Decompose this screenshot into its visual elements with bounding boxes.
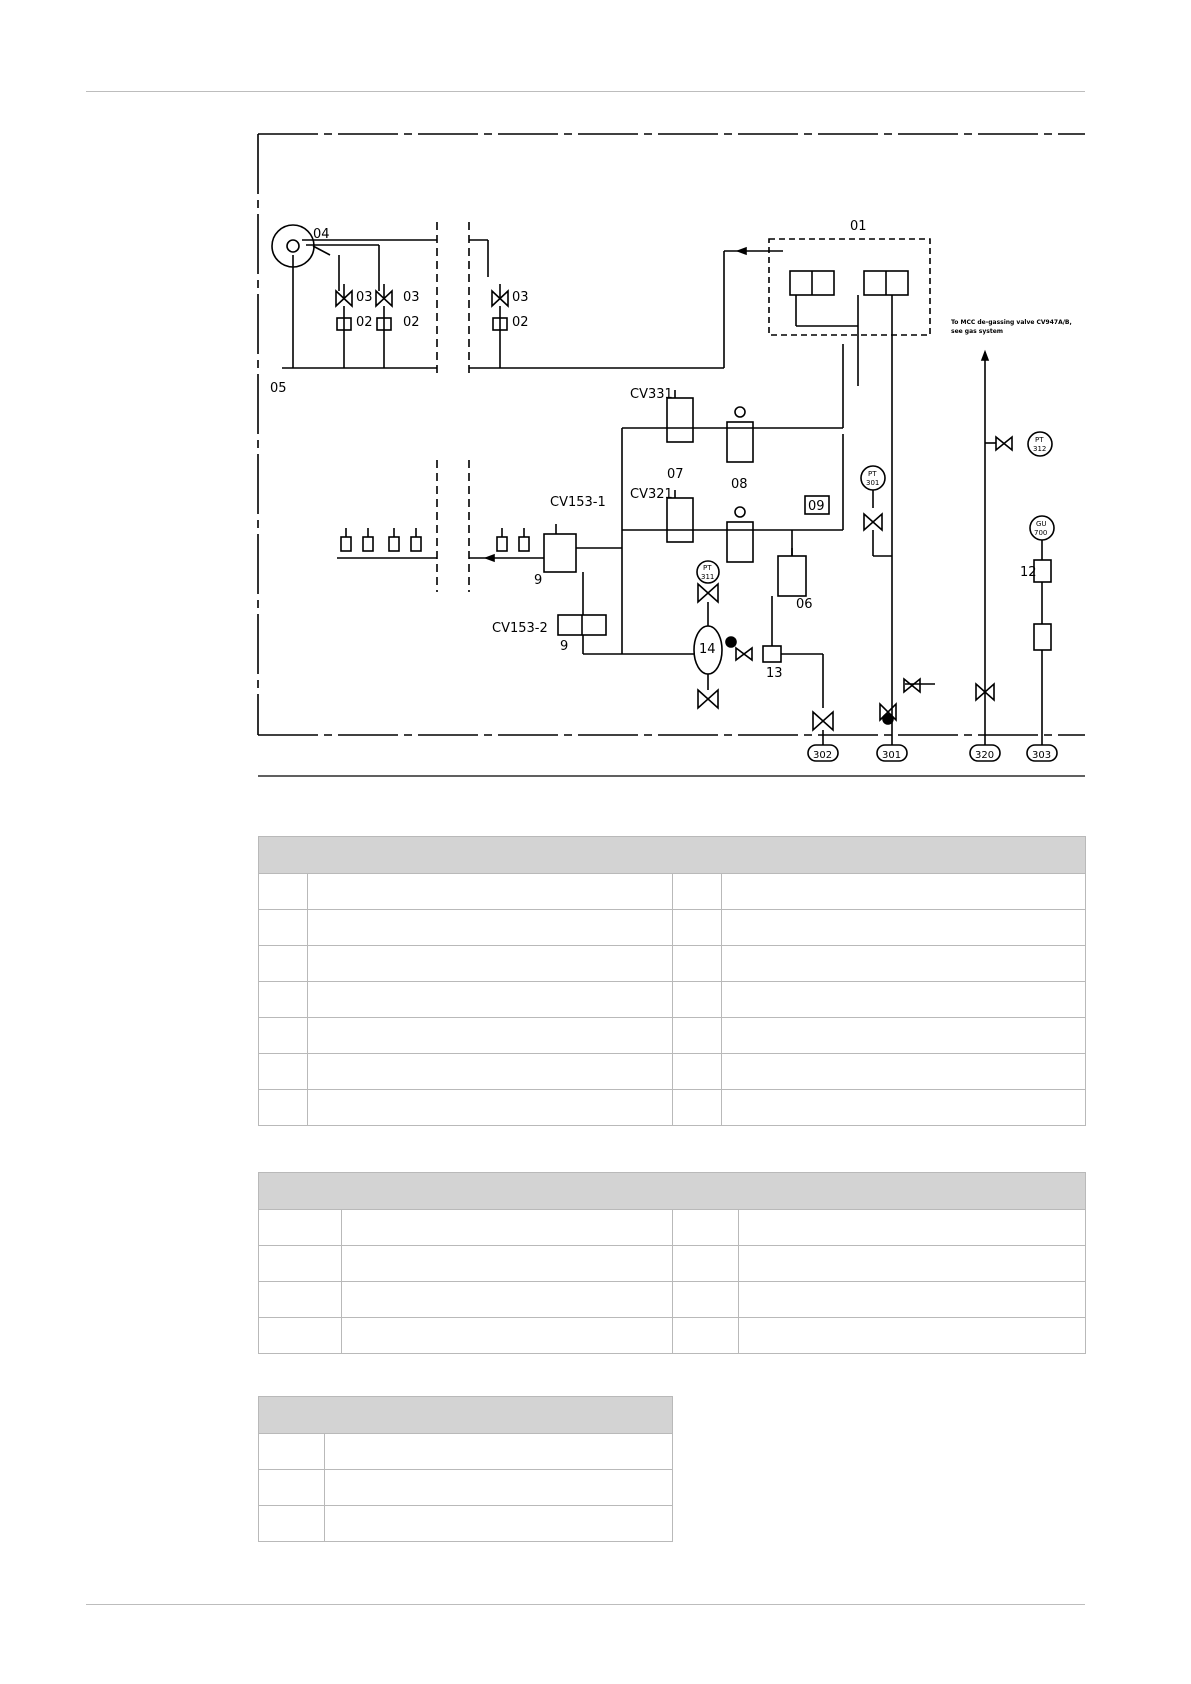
table-cell bbox=[673, 1318, 739, 1354]
table-row bbox=[259, 946, 1086, 982]
sensors-row bbox=[341, 528, 529, 551]
table-row bbox=[259, 1434, 673, 1470]
table-cell bbox=[308, 1018, 673, 1054]
table-cell bbox=[673, 1282, 739, 1318]
table-header bbox=[259, 1173, 1086, 1210]
table-cell bbox=[673, 1246, 739, 1282]
table-row bbox=[259, 910, 1086, 946]
connection-303: 303 bbox=[1032, 750, 1052, 761]
label-06: 06 bbox=[796, 597, 813, 612]
table-cell bbox=[673, 946, 722, 982]
table-cell bbox=[308, 1054, 673, 1090]
table-cell bbox=[259, 1018, 308, 1054]
table-cell bbox=[259, 1282, 342, 1318]
label-13: 13 bbox=[766, 666, 783, 681]
label-9a: 9 bbox=[534, 573, 543, 588]
table-cell bbox=[259, 1318, 342, 1354]
table-cell bbox=[673, 874, 722, 910]
connection-320: 320 bbox=[975, 750, 995, 761]
connection-301: 301 bbox=[882, 750, 902, 761]
label-04: 04 bbox=[313, 227, 330, 242]
table-cell bbox=[259, 1506, 325, 1542]
table-row bbox=[259, 1282, 1086, 1318]
label-02b: 02 bbox=[403, 315, 420, 330]
table-row bbox=[259, 874, 1086, 910]
table-cell bbox=[722, 874, 1086, 910]
connection-points bbox=[808, 745, 1057, 761]
table-header bbox=[259, 837, 1086, 874]
break-lines bbox=[437, 222, 469, 592]
label-pt301-b: 301 bbox=[866, 479, 880, 487]
gas-line-320 bbox=[976, 352, 1052, 745]
table-cell bbox=[342, 1210, 673, 1246]
table-cell bbox=[259, 1090, 308, 1126]
label-gu700-a: GU bbox=[1036, 520, 1047, 528]
table-cell bbox=[673, 1018, 722, 1054]
table-cell bbox=[673, 1054, 722, 1090]
table-cell bbox=[308, 982, 673, 1018]
table-cell bbox=[259, 946, 308, 982]
label-03c: 03 bbox=[512, 290, 529, 305]
table-cell bbox=[673, 982, 722, 1018]
table-cell bbox=[259, 1246, 342, 1282]
label-14: 14 bbox=[699, 642, 716, 657]
table-cell bbox=[722, 946, 1086, 982]
table-cell bbox=[342, 1318, 673, 1354]
label-03b: 03 bbox=[403, 290, 420, 305]
table-cell bbox=[259, 1470, 325, 1506]
label-cv153-2: CV153-2 bbox=[492, 621, 548, 636]
table-cell bbox=[739, 1246, 1086, 1282]
pneumatic-schematic-diagram bbox=[0, 0, 1191, 790]
table-cell bbox=[673, 910, 722, 946]
table-cell bbox=[325, 1506, 673, 1542]
label-pt311-a: PT bbox=[703, 564, 712, 572]
diagram-frame bbox=[258, 134, 1085, 776]
table-row bbox=[259, 1210, 1086, 1246]
label-03a: 03 bbox=[356, 290, 373, 305]
table-cell bbox=[325, 1434, 673, 1470]
table-row bbox=[259, 1246, 1086, 1282]
table-row bbox=[259, 1318, 1086, 1354]
table-row bbox=[259, 1506, 673, 1542]
table-row bbox=[259, 1090, 1086, 1126]
label-cv331: CV331 bbox=[630, 387, 673, 402]
label-pt311-b: 311 bbox=[701, 573, 715, 581]
table-cell bbox=[308, 946, 673, 982]
table-cell bbox=[722, 1090, 1086, 1126]
label-pt312-a: PT bbox=[1035, 436, 1044, 444]
gas-note-line-2: see gas system bbox=[951, 328, 1004, 335]
table-header bbox=[259, 1397, 673, 1434]
table-cell bbox=[673, 1090, 722, 1126]
table-cell bbox=[722, 1018, 1086, 1054]
label-pt301-a: PT bbox=[868, 470, 877, 478]
table-cell bbox=[739, 1282, 1086, 1318]
pressure-transmitters bbox=[861, 466, 935, 724]
table-cell bbox=[259, 910, 308, 946]
line-303 bbox=[1030, 516, 1054, 745]
table-cell bbox=[739, 1210, 1086, 1246]
table-cell bbox=[308, 874, 673, 910]
label-08: 08 bbox=[731, 477, 748, 492]
label-02c: 02 bbox=[512, 315, 529, 330]
table-cell bbox=[342, 1282, 673, 1318]
table-cell bbox=[308, 1090, 673, 1126]
label-pt312-b: 312 bbox=[1033, 445, 1047, 453]
label-09: 09 bbox=[808, 499, 825, 514]
table-row bbox=[259, 1054, 1086, 1090]
table-cell bbox=[342, 1246, 673, 1282]
legend-table-1 bbox=[258, 836, 1086, 1126]
label-07: 07 bbox=[667, 467, 684, 482]
gas-note-line-1: To MCC de-gassing valve CV947A/B, bbox=[951, 319, 1072, 326]
label-cv321: CV321 bbox=[630, 487, 673, 502]
table-row bbox=[259, 982, 1086, 1018]
table-cell bbox=[722, 1054, 1086, 1090]
label-gu700-b: 700 bbox=[1034, 529, 1048, 537]
table-cell bbox=[259, 1210, 342, 1246]
table-cell bbox=[739, 1318, 1086, 1354]
footer-rule bbox=[86, 1604, 1085, 1605]
table-row bbox=[259, 1470, 673, 1506]
label-01: 01 bbox=[850, 219, 867, 234]
label-cv153-1: CV153-1 bbox=[550, 495, 606, 510]
label-02a: 02 bbox=[356, 315, 373, 330]
label-12: 12 bbox=[1020, 565, 1037, 580]
valve-group-01 bbox=[769, 239, 930, 745]
table-row bbox=[259, 1018, 1086, 1054]
table-cell bbox=[259, 874, 308, 910]
label-9b: 9 bbox=[560, 639, 569, 654]
table-cell bbox=[722, 982, 1086, 1018]
table-cell bbox=[722, 910, 1086, 946]
connection-302: 302 bbox=[813, 750, 833, 761]
table-cell bbox=[308, 910, 673, 946]
table-cell bbox=[259, 1434, 325, 1470]
table-cell bbox=[325, 1470, 673, 1506]
table-cell bbox=[259, 982, 308, 1018]
table-cell bbox=[259, 1054, 308, 1090]
table-cell bbox=[673, 1210, 739, 1246]
label-05: 05 bbox=[270, 381, 287, 396]
legend-table-2 bbox=[258, 1172, 1086, 1354]
legend-table-3 bbox=[258, 1396, 673, 1542]
